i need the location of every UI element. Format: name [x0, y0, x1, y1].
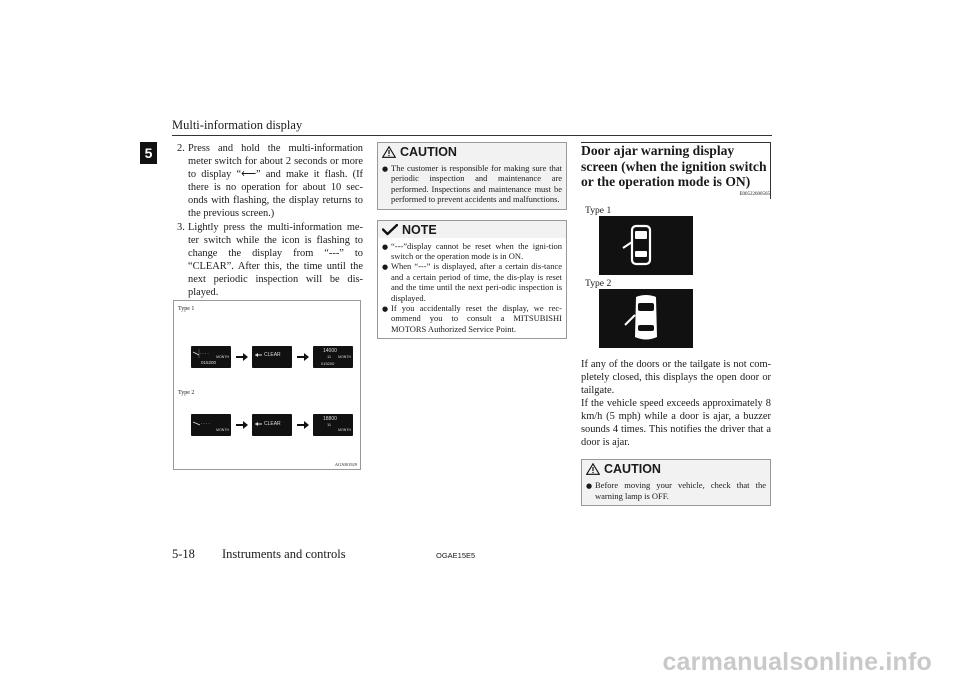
lcd-screen: 18800 11 MONTH [313, 414, 353, 436]
list-item: ● When “---” is displayed, after a certain dis-tance and a certain period of time, the dis-play is reset and the time until the next peri-odic inspection is displayed. [382, 261, 562, 303]
list-item: ● If you accidentally reset the display, we rec-ommend you to consult a MITSUBISHI MOTORS Authorized Service Point. [382, 303, 562, 334]
arrow-right-icon [236, 353, 248, 361]
step-text: Lightly press the multi-information me-ter switch while the icon is flashing to change the display from “---” to “CLEAR”. After this, the time until the next periodic inspection will be dis-played. [188, 221, 363, 299]
header-rule [172, 135, 772, 136]
car-top-view-icon [599, 216, 693, 275]
paragraph: If the vehicle speed exceeds approximately 8 km/h (5 mph) while a door is ajar, a buzzer sounds 4 times. This notifies the driver that a door is ajar. [581, 397, 771, 449]
footer-section-title: Instruments and controls [222, 547, 346, 561]
section-title: Door ajar warning display screen (when the ignition switch or the operation mode is ON) [581, 143, 767, 189]
caution-header [378, 143, 566, 160]
check-mark-icon [382, 224, 398, 236]
column-left [173, 142, 363, 299]
step-number: 2. [177, 143, 185, 154]
figure-code: AG3001929 [334, 462, 357, 467]
step-item [173, 221, 363, 300]
caution-label: CAUTION [604, 462, 661, 477]
lcd-screen: - - - - MONTH 015200 [191, 346, 231, 368]
footer-code: OGAE15E5 [436, 551, 476, 560]
note-box [377, 220, 567, 340]
arrow-right-icon [297, 421, 309, 429]
bullet-icon: ● [382, 242, 389, 251]
door-ajar-display-type2 [599, 289, 693, 348]
arrow-right-icon [297, 353, 309, 361]
section-heading-box [581, 142, 771, 199]
note-body [378, 238, 566, 339]
bullet-icon: ● [382, 305, 389, 314]
caution-box [377, 142, 567, 210]
list-item: ● The customer is responsible for making sure that periodic inspection and maintenance are performed. Inspections and maintenance must be performed to prevent accidents and malfunctions. [382, 163, 562, 205]
column-middle [377, 142, 567, 339]
caution-label: CAUTION [400, 145, 457, 159]
door-ajar-display-type1 [599, 216, 693, 275]
lcd-screen: 14000 11 MONTH 015200 [313, 346, 353, 368]
page-number: 5-18 [172, 547, 195, 561]
wrench-icon [191, 414, 231, 436]
figure-type2-label: Type 2 [178, 390, 195, 396]
reset-procedure-figure [173, 300, 361, 470]
type2-label: Type 2 [585, 277, 612, 289]
car-top-view-icon [599, 289, 693, 348]
figure-type1-label: Type 1 [178, 306, 195, 312]
caution-body [582, 477, 770, 505]
step-item [173, 142, 363, 221]
list-item: ● “---”display cannot be reset when the igni-tion switch or the operation mode is in ON. [382, 240, 562, 262]
type1-label: Type 1 [585, 204, 612, 216]
list-item: ● Before moving your vehicle, check that the warning lamp is OFF. [586, 480, 766, 501]
lcd-screen: - - - - MONTH [191, 414, 231, 436]
note-header [378, 221, 566, 238]
paragraph: If any of the doors or the tailgate is not com-pletely closed, this displays the open door or tailgate. [581, 358, 771, 396]
note-label: NOTE [402, 222, 437, 237]
bullet-icon: ● [382, 263, 389, 272]
bullet-icon: ● [382, 165, 389, 173]
warning-triangle-icon [586, 463, 600, 475]
header-title: Multi-information display [172, 118, 303, 132]
step-text: Press and hold the multi-information meter switch for about 2 seconds or more to display “⟵” and make it flash. (If there is no operation for about 10 sec-onds with flashing, the display returns to the previous screen.) [188, 143, 363, 220]
bullet-icon: ● [586, 482, 593, 491]
section-code: E00522600565 [739, 191, 770, 197]
warning-triangle-icon [382, 146, 396, 158]
caution-body [378, 160, 566, 209]
caution-header [582, 460, 770, 477]
lcd-screen: CLEAR [252, 346, 292, 368]
step-number: 3. [177, 221, 185, 233]
chapter-tab: 5 [140, 142, 157, 164]
column-right [581, 142, 771, 506]
arrow-right-icon [236, 421, 248, 429]
caution-box [581, 459, 771, 506]
watermark: carmanualsonline.info [662, 648, 932, 676]
step-list [173, 142, 363, 299]
lcd-screen: CLEAR [252, 414, 292, 436]
